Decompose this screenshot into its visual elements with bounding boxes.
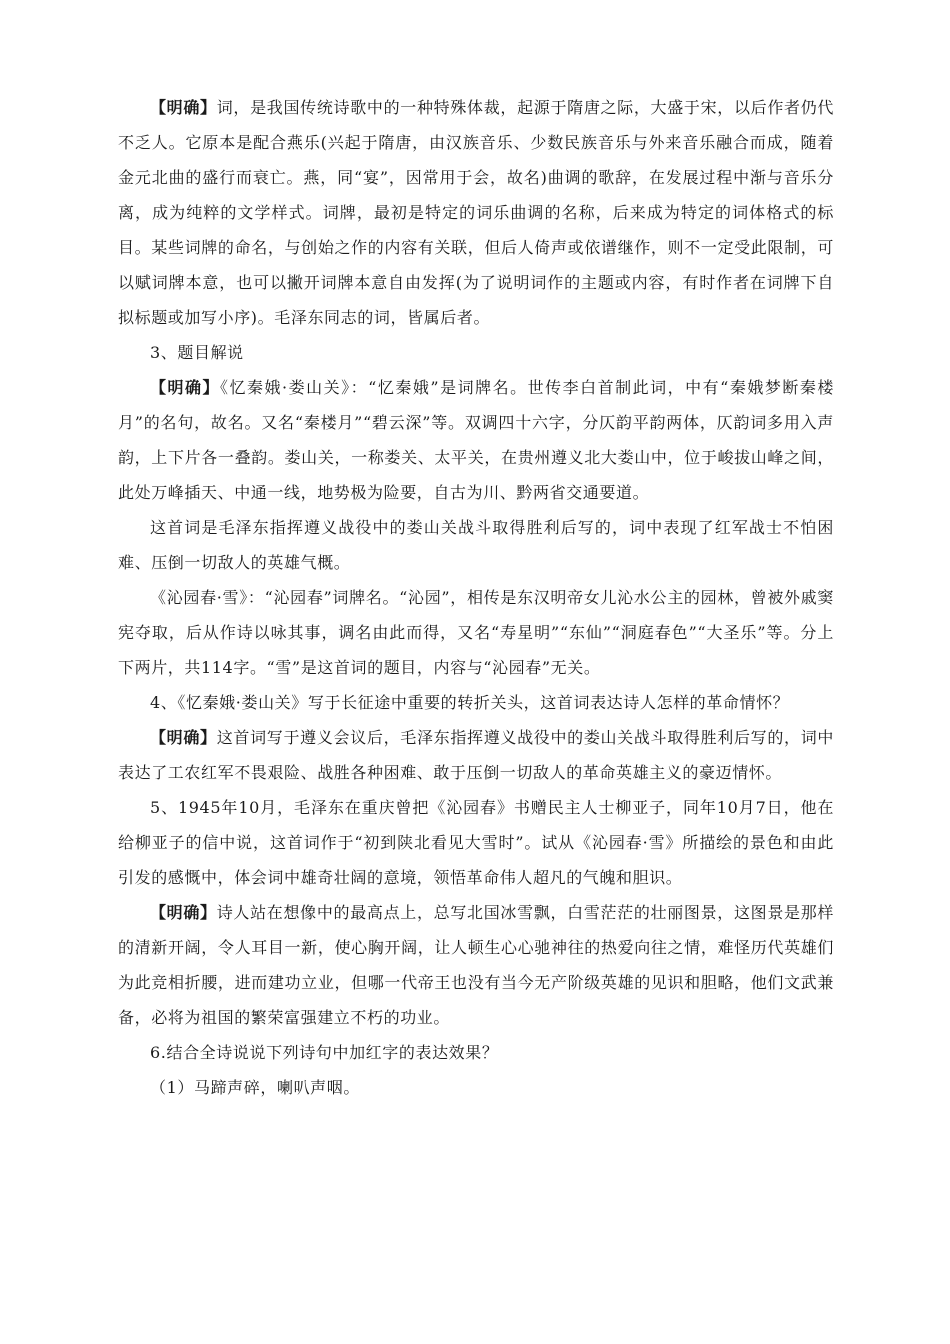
question-6 [118, 1035, 834, 1070]
paragraph-yiqine-theme [118, 510, 834, 580]
paragraph-text: 这首词写于遵义会议后，毛泽东指挥遵义战役中的娄山关战斗取得胜利后写的，词中表达了工农红军不畏艰险、战胜各种困难、敢于压倒一切敌人的革命英雄主义的豪迈情怀。 [118, 728, 835, 782]
paragraph-yiqine-explanation [118, 370, 834, 510]
paragraph-text: 4、《忆秦娥·娄山关》写于长征途中重要的转折关头，这首词表达诗人怎样的革命情怀？ [150, 693, 790, 712]
answer-tag: 【明确】 [150, 378, 221, 397]
answer-tag: 【明确】 [150, 903, 217, 922]
paragraph-ci-definition [118, 90, 834, 335]
answer-4 [118, 720, 834, 790]
paragraph-text: 3、题目解说 [150, 343, 244, 362]
answer-tag: 【明确】 [150, 98, 217, 117]
paragraph-text: 这首词是毛泽东指挥遵义战役中的娄山关战斗取得胜利后写的，词中表现了红军战士不怕困难、压倒一切敌人的英雄气概。 [118, 518, 834, 572]
paragraph-text: 《忆秦娥·娄山关》：“忆秦娥”是词牌名。世传李白首制此词，中有“秦娥梦断秦楼月”的名句，故名。又名“秦楼月”“碧云深”等。双调四十六字，分仄韵平韵两体，仄韵词多用入声韵，上下片各一叠韵。娄山关，一称娄关、太平关，在贵州遵义北大娄山中，位于峻拔山峰之间，此处万峰插天、中通一线，地势极为险要，自古为川、黔两省交通要道。 [118, 378, 834, 502]
paragraph-text: 《沁园春·雪》：“沁园春”词牌名。“沁园”，相传是东汉明帝女儿沁水公主的园林，曾被外戚窦宪夺取，后从作诗以咏其事，调名由此而得，又名“寿星明”“东仙”“洞庭春色”“大圣乐”等。分上下两片，共114字。“雪”是这首词的题目，内容与“沁园春”无关。 [118, 588, 834, 677]
paragraph-qinyuanchun-explanation [118, 580, 834, 685]
paragraph-text: 词，是我国传统诗歌中的一种特殊体裁，起源于隋唐之际，大盛于宋，以后作者仍代不乏人。它原本是配合燕乐(兴起于隋唐，由汉族音乐、少数民族音乐与外来音乐融合而成，随着金元北曲的盛行而衰亡。燕，同“宴”，因常用于会，故名)曲调的歌辞，在发展过程中渐与音乐分离，成为纯粹的文学样式。词牌，最初是特定的词乐曲调的名称，后来成为特定的词体格式的标目。某些词牌的命名，与创始之作的内容有关联，但后人倚声或依谱继作，则不一定受此限制，可以赋词牌本意，也可以撇开词牌本意自由发挥(为了说明词作的主题或内容，有时作者在词牌下自拟标题或加写小序)。毛泽东同志的词，皆属后者。 [118, 98, 835, 327]
answer-5 [118, 895, 834, 1035]
question-4 [118, 685, 834, 720]
question-5 [118, 790, 834, 895]
document-body [118, 90, 834, 1105]
answer-tag: 【明确】 [150, 728, 217, 747]
paragraph-text: 6.结合全诗说说下列诗句中加红字的表达效果？ [150, 1043, 499, 1062]
paragraph-text: 诗人站在想像中的最高点上，总写北国冰雪飘，白雪茫茫的壮丽图景，这图景是那样的清新开阔，令人耳目一新，使心胸开阔，让人顿生心心驰神往的热爱向往之情，难怪历代英雄们为此竞相折腰，进而建功立业，但哪一代帝王也没有当今无产阶级英雄的见识和胆略，他们文武兼备，必将为祖国的繁荣富强建立不朽的功业。 [118, 903, 835, 1027]
paragraph-text: 5、1945年10月，毛泽东在重庆曾把《沁园春》书赠民主人士柳亚子，同年10月7日，他在给柳亚子的信中说，这首词作于“初到陕北看见大雪时”。试从《沁园春·雪》所描绘的景色和由此引发的感慨中，体会词中雄奇壮阔的意境，领悟革命伟人超凡的气魄和胆识。 [118, 798, 834, 887]
paragraph-text: （1）马蹄声碎，喇叭声咽。 [150, 1078, 360, 1097]
section-heading-title-explanation [118, 335, 834, 370]
question-6-item-1 [118, 1070, 834, 1105]
